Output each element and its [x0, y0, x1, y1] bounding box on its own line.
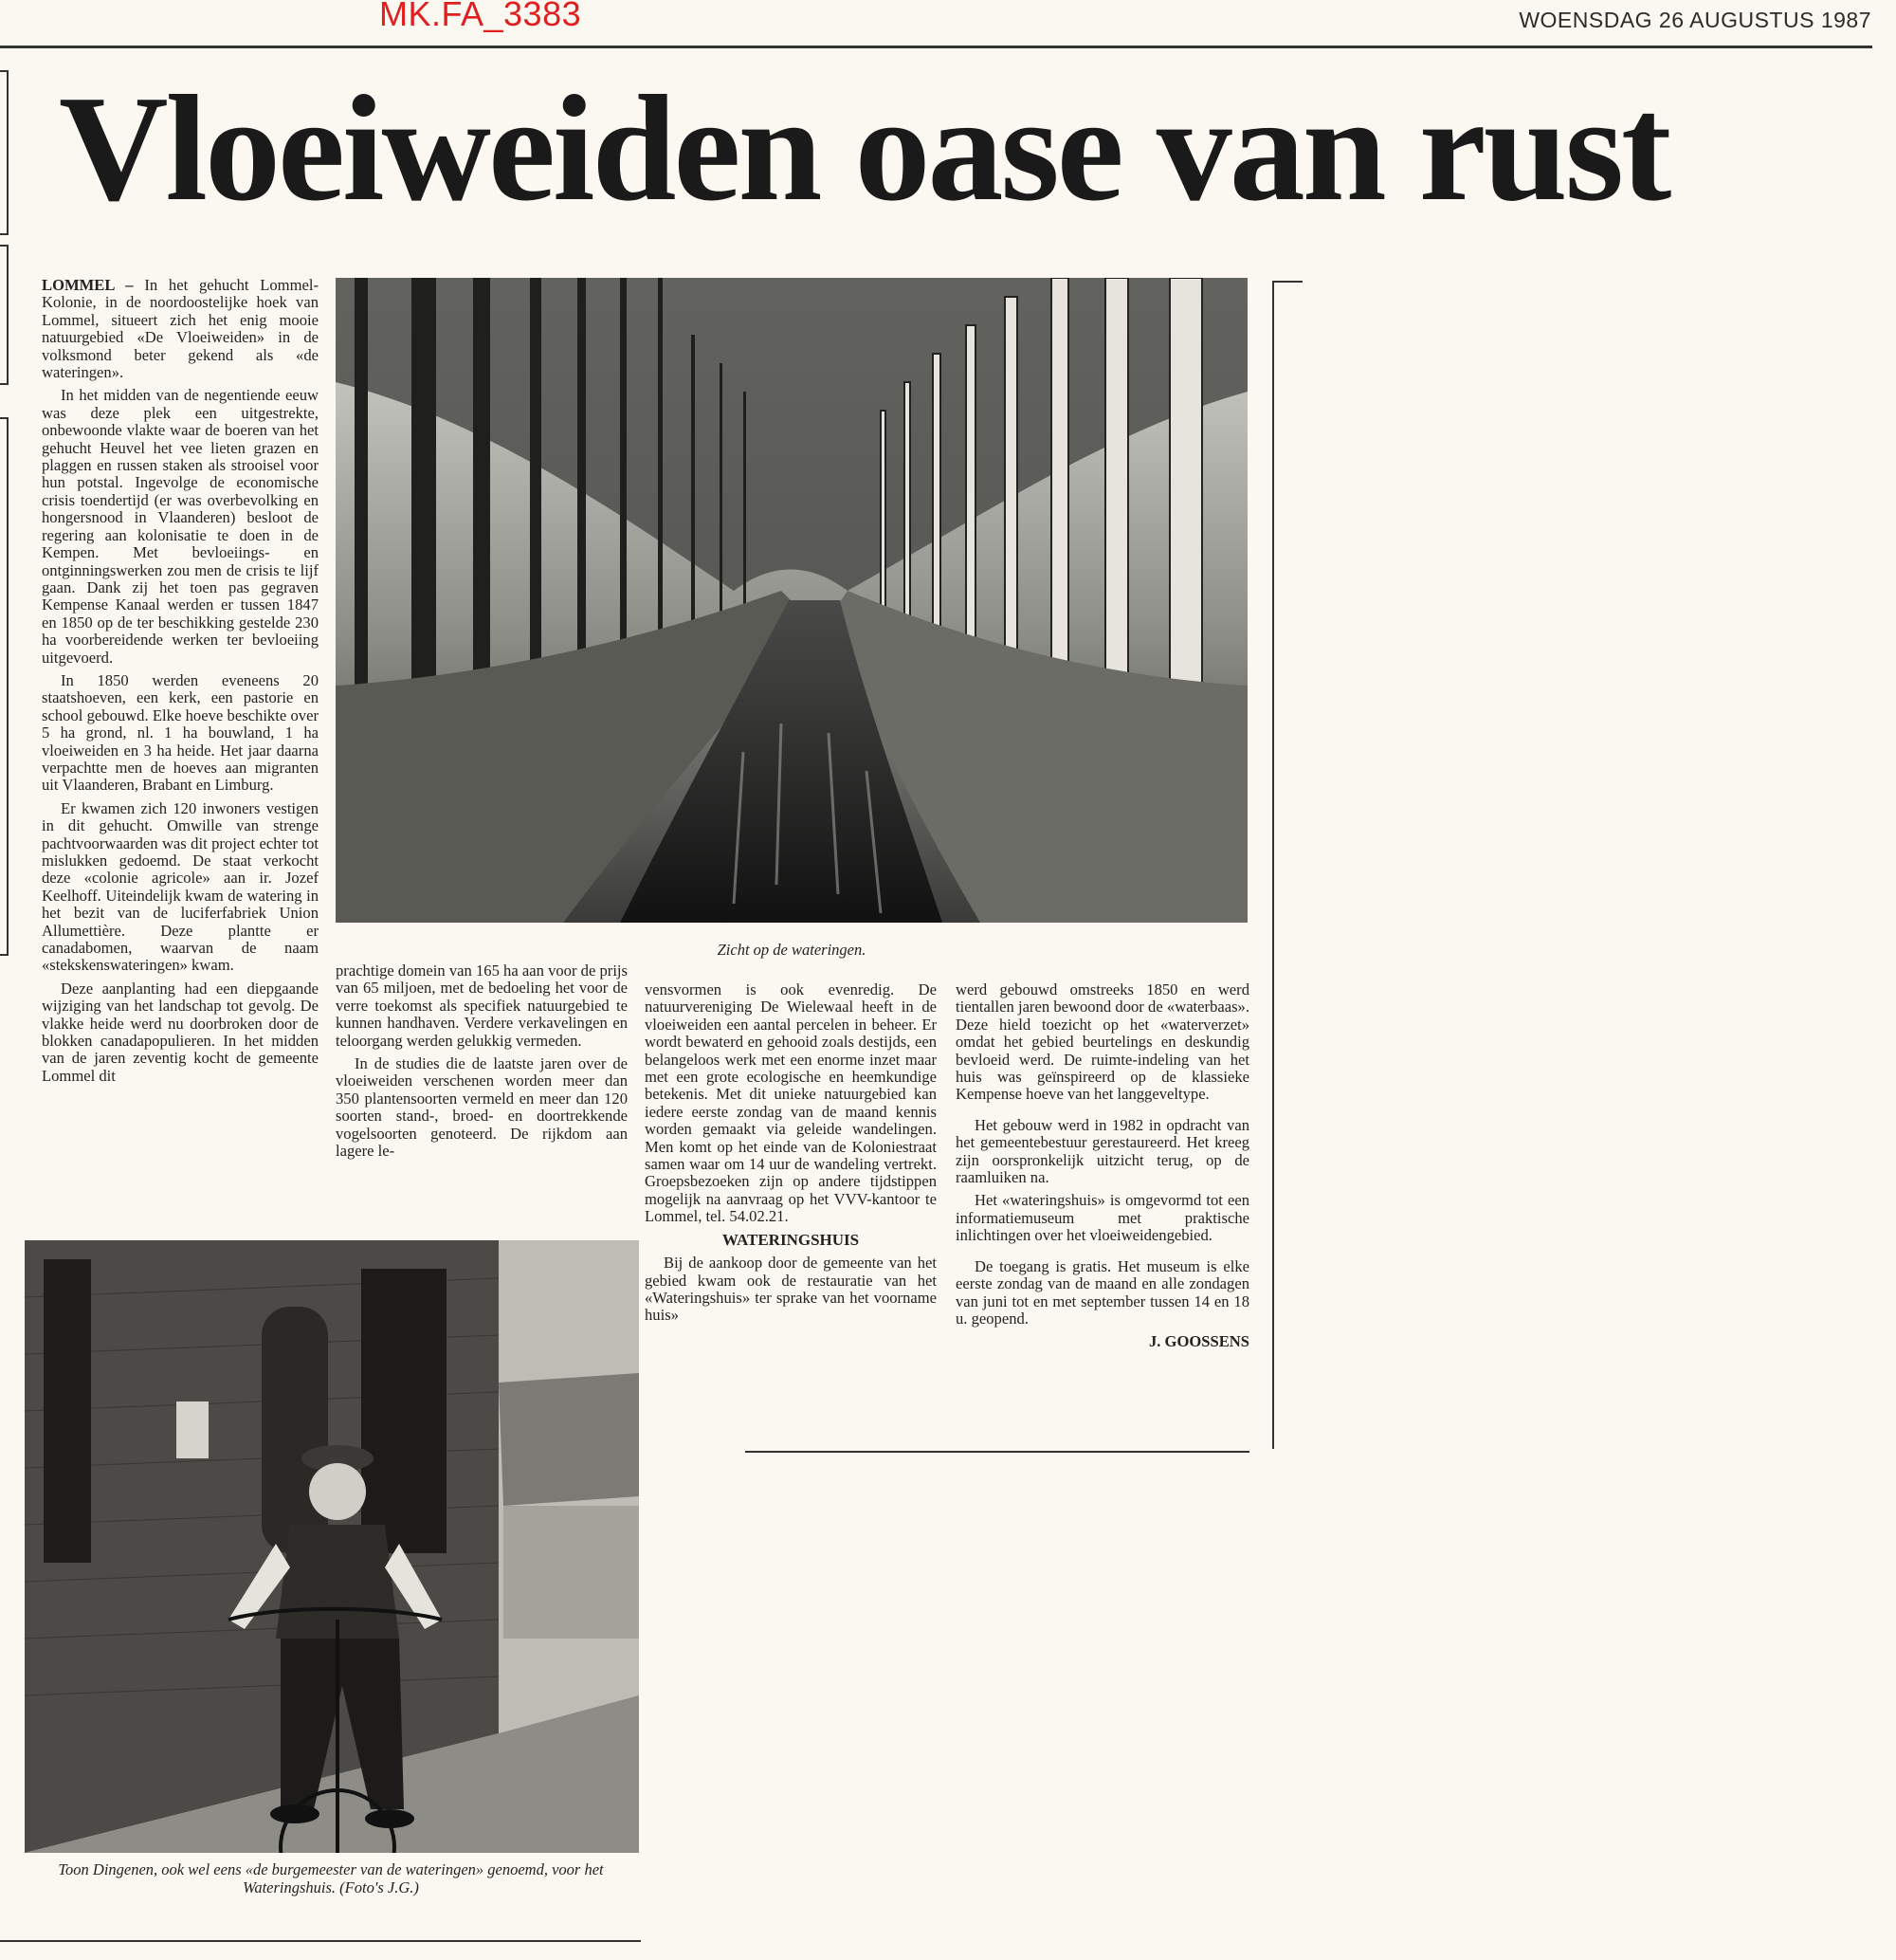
paragraph: In 1850 werden eveneens 20 staatshoeven, een kerk, een pastorie en school gebouwd. Elke hoeve beschikte over 5 ha grond, nl. 1 ha bouwland, 1 ha vloeiweiden en 3 ha heide. Het jaar daarna verpachtte men de hoeves aan migranten uit Vlaanderen, Brabant en Limburg. [42, 670, 319, 795]
paragraph: werd gebouwd omstreeks 1850 en werd tientallen jaren bewoond door de «waterbaas». Deze hield toezicht op het «waterverzet» omdat het gebied beurtelings en deskundig bevloeid werd. De ruimte-indeling van het huis was geïnspireerd op de klassieke Kempense hoeve van het langgeveltype. [956, 980, 1249, 1104]
photo-dingenen-image [25, 1240, 639, 1853]
byline: J. GOOSSENS [1148, 1332, 1249, 1351]
left-edge-bracket-2 [0, 245, 9, 385]
top-rule [0, 46, 1872, 48]
article-end-rule [745, 1451, 1249, 1453]
left-edge-bracket-3 [0, 417, 9, 956]
paragraph: Er kwamen zich 120 inwoners vestigen in dit gehucht. Omwille van strenge pachtvoorwaarden was dit project echter tot mislukken gedoemd. De staat verkocht deze «colonie agricole» aan ir. Jozef Keelhoff. Uiteindelijk kwam de watering in het bezit van de luciferfabriek Union Allumettière. Deze plantte er canadabomen, waarvan de naam «stekskenswateringen» kwam. [42, 798, 319, 975]
photo-dingenen [25, 1240, 639, 1853]
paragraph: Het «wateringshuis» is omgevormd tot een informatiemuseum met praktische inlichtingen over het vloeiweidengebied. [956, 1191, 1249, 1245]
paragraph: vensvormen is ook evenredig. De natuurvereniging De Wielewaal heeft in de vloeiweiden een aantal percelen in beheer. Er wordt bewaterd en gehooid zoals destijds, een belangeloos werk met een enorme inzet maar met een grote ecologische en heemkundige betekenis. Met dit unieke natuurgebied kan iedere eerste zondag van de maand kennis worden gemaakt via geleide wandelingen. Men komt op het einde van de Koloniestraat samen waar om 14 uur de wandeling vertrekt. Groepsbezoeken zijn op andere tijdstippen mogelijk na aanvraag op het VVV-kantoor te Lommel, tel. 54.02.21. [645, 980, 937, 1226]
photo-wateringen-image [336, 278, 1248, 923]
column-1 [42, 277, 319, 1090]
column-3 [645, 981, 937, 1330]
bottom-rule [0, 1940, 641, 1942]
paragraph: Deze aanplanting had een diepgaande wijziging van het landschap tot gevolg. De vlakke heide werd nu doorbroken door de blokken canadapopulieren. In het midden van de jaren zeventig kocht de gemeente Lommel dit [42, 979, 319, 1085]
publication-date: WOENSDAG 26 AUGUSTUS 1987 [1519, 8, 1871, 32]
paragraph: Het gebouw werd in 1982 in opdracht van het gemeentebestuur gerestaureerd. Het kreeg zijn oorspronkelijk uitzicht terug, op de raamluiken na. [956, 1115, 1249, 1187]
paragraph: Bij de aankoop door de gemeente van het gebied kwam ook de restauratie van het «Wateringshuis» ter sprake van het voorname huis» [645, 1254, 937, 1325]
archive-id: MK.FA_3383 [379, 0, 582, 33]
paragraph: In het midden van de negentiende eeuw was deze plek een uitgestrekte, onbewoonde vlakte waar de boeren van het gehucht Heuvel het vee lieten grazen en plaggen en russen staken als strooisel voor hun potstal. Ingevolge de economische crisis toendertijd (er was overbevolking en hongersnood in Vlaanderen) besloot de regering aan kolonisatie te doen in de Kempen. Met bevloeiings- en ontginningswerken zou men de crisis te lijf gaan. Dank zij het toen pas gegraven Kempense Kanaal werden er tussen 1847 en 1850 op de ter beschikking gestelde 230 ha voorbereidende werken ter bevloeiing uitgevoerd. [42, 386, 319, 667]
subhead: WATERINGSHUIS [721, 1230, 860, 1249]
left-edge-bracket [0, 70, 9, 235]
photo-wateringen [336, 278, 1248, 923]
photo-dingenen-caption: Toon Dingenen, ook wel eens «de burgemeester van de wateringen» genoemd, voor het Wateringshuis. (Foto's J.G.) [58, 1860, 604, 1896]
right-frame [1272, 281, 1303, 1449]
headline: Vloeiweiden oase van rust [59, 64, 1669, 232]
paragraph: In de studies die de laatste jaren over de vloeiweiden verschenen worden meer dan 350 plantensoorten vermeld en meer dan 120 soorten stand-, broed- en doortrekkende vogelsoorten genoteerd. De rijkdom aan lagere le- [336, 1054, 628, 1161]
column-4 [956, 981, 1249, 1357]
column-2 [336, 962, 628, 1165]
photo-wateringen-caption: Zicht op de wateringen. [717, 941, 866, 959]
paragraph-text: In het gehucht Lommel-Kolonie, in de noordoostelijke hoek van Lommel, situeert zich het enig mooie natuurgebied «De Vloeiweiden» in de volksmond beter gekend als «de wateringen». [42, 276, 319, 382]
paragraph: De toegang is gratis. Het museum is elke eerste zondag van de maand en alle zondagen van juni tot en met september tussen 14 en 18 u. geopend. [956, 1256, 1249, 1328]
paragraph: prachtige domein van 165 ha aan voor de prijs van 65 miljoen, met de bedoeling het voor de verre toekomst als specifiek natuurgebied te kunnen handhaven. Verdere verkavelingen en teloorgang werden gelukkig vermeden. [336, 962, 628, 1050]
dateline: LOMMEL – [42, 276, 134, 294]
lead-paragraph [42, 277, 319, 381]
